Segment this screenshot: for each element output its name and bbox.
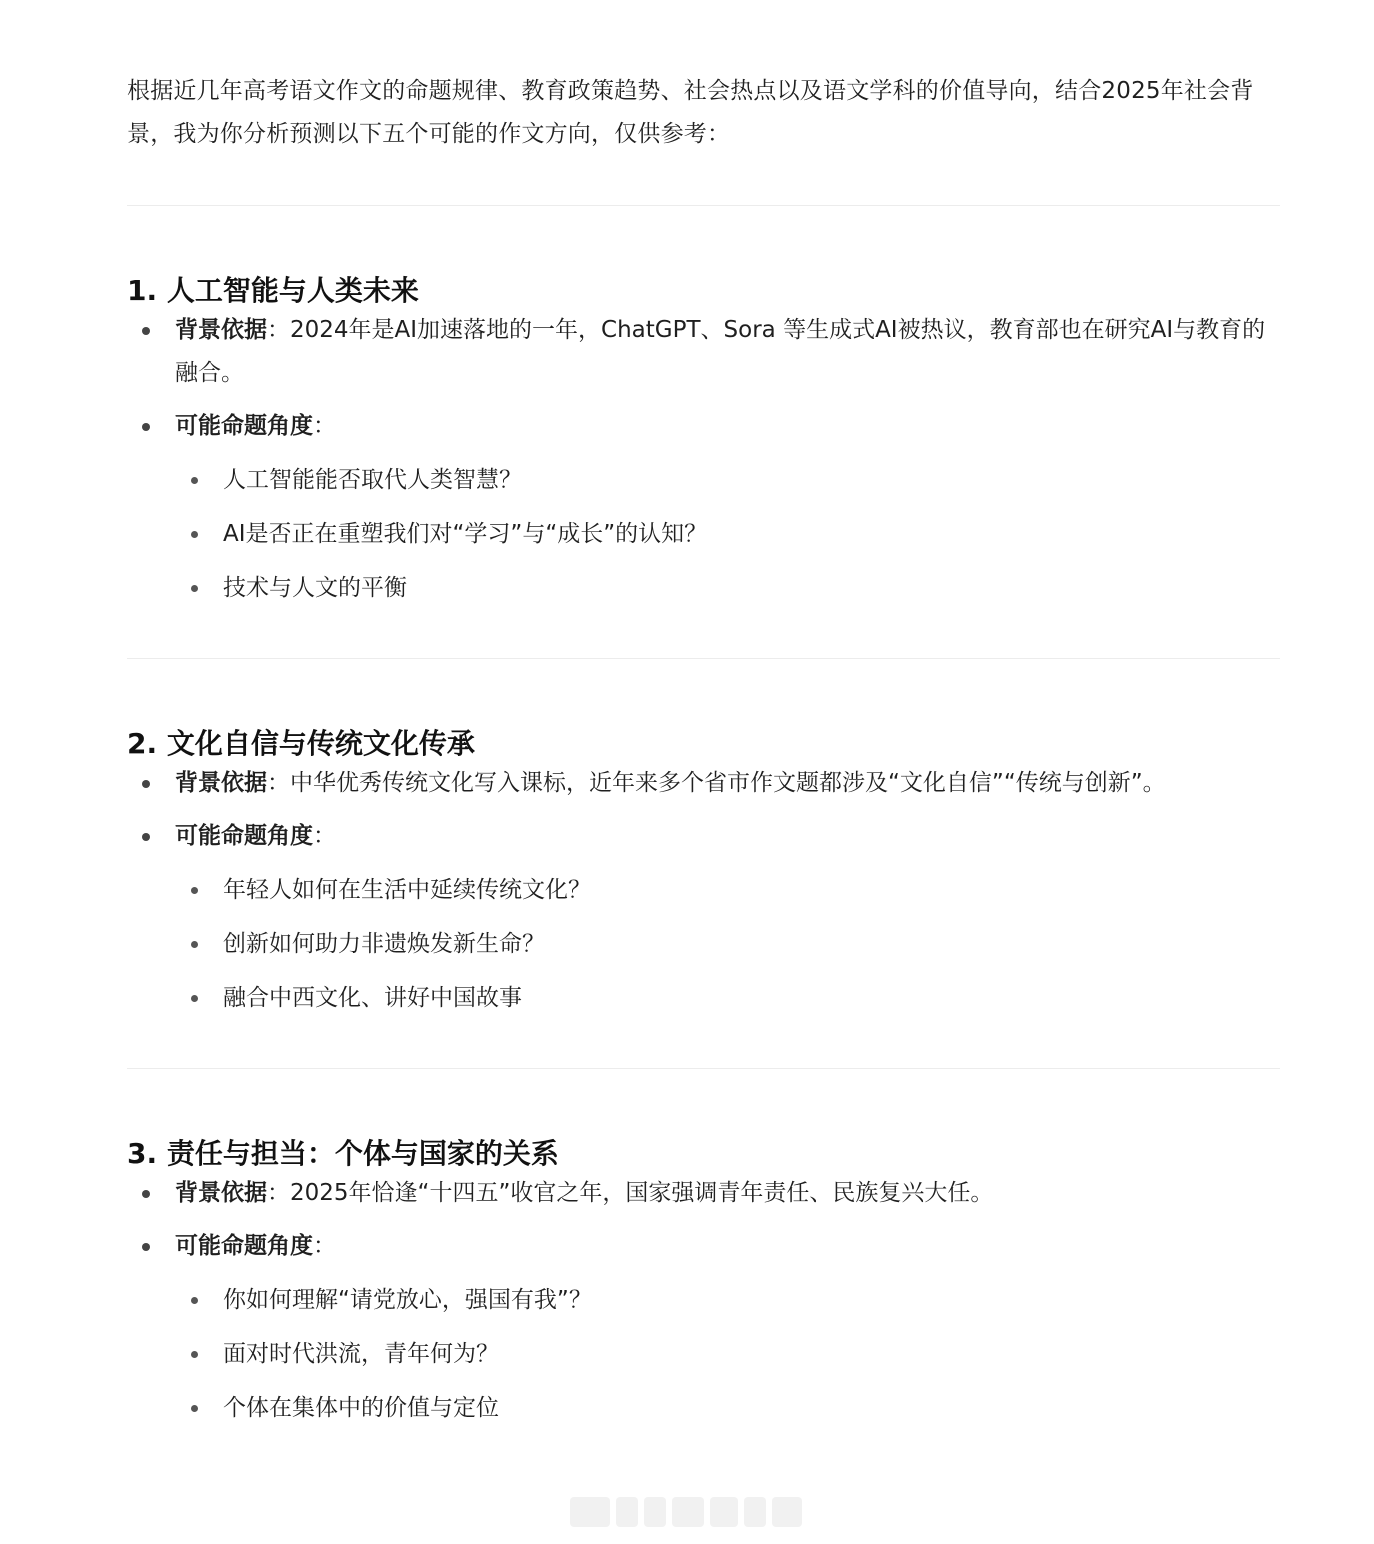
angles-label: 可能命题角度: [175, 1233, 313, 1259]
bullet-icon: [191, 941, 198, 948]
intro-paragraph: 根据近几年高考语文作文的命题规律、教育政策趋势、社会热点以及语文学科的价值导向，结合2025年社会背景，我为你分析预测以下五个可能的作文方向，仅供参考：: [127, 78, 1254, 147]
bullet-icon: [142, 1190, 150, 1198]
section-list: [127, 762, 1280, 858]
angles-item: [127, 1225, 1280, 1268]
angles-suffix: ：: [313, 823, 336, 849]
angles-list: [127, 869, 1280, 1020]
section-3: [127, 1069, 1280, 1430]
bullet-icon: [191, 1405, 198, 1412]
bullet-icon: [191, 995, 198, 1002]
watermark: [570, 1497, 802, 1533]
background-label: 背景依据: [175, 317, 267, 343]
angle-text: 面对时代洪流，青年何为？: [223, 1341, 499, 1367]
list-item: [127, 1387, 1280, 1430]
answer-content: [127, 70, 1280, 1430]
background-label: 背景依据: [175, 1180, 267, 1206]
angles-item: [127, 815, 1280, 858]
list-item: [127, 977, 1280, 1020]
bullet-icon: [191, 477, 198, 484]
angles-label: 可能命题角度: [175, 413, 313, 439]
section-list: [127, 309, 1280, 448]
angle-text: 人工智能能否取代人类智慧？: [223, 467, 522, 493]
list-item: [127, 567, 1280, 610]
background-text: ：2024年是AI加速落地的一年，ChatGPT、Sora 等生成式AI被热议，教育部也在研究AI与教育的融合。: [175, 317, 1266, 386]
angle-text: 你如何理解“请党放心，强国有我”？: [223, 1287, 592, 1313]
list-item: [127, 923, 1280, 966]
angle-text: 年轻人如何在生活中延续传统文化？: [223, 877, 591, 903]
list-item: [127, 1333, 1280, 1376]
angle-text: 技术与人文的平衡: [223, 575, 407, 601]
background-text: ：中华优秀传统文化写入课标，近年来多个省市作文题都涉及“文化自信”“传统与创新”。: [267, 770, 1166, 796]
background-item: [127, 309, 1280, 395]
bullet-icon: [191, 531, 198, 538]
list-item: [127, 1279, 1280, 1322]
section-heading: 2. 文化自信与传统文化传承: [127, 727, 475, 760]
bullet-icon: [142, 423, 150, 431]
bullet-icon: [191, 1351, 198, 1358]
angles-item: [127, 405, 1280, 448]
background-item: [127, 1172, 1280, 1215]
bullet-icon: [142, 833, 150, 841]
angle-text: 融合中西文化、讲好中国故事: [223, 985, 522, 1011]
section-list: [127, 1172, 1280, 1268]
angles-suffix: ：: [313, 413, 336, 439]
angles-list: [127, 459, 1280, 610]
angles-list: [127, 1279, 1280, 1430]
angle-text: 创新如何助力非遗焕发新生命？: [223, 931, 545, 957]
section-2: [127, 659, 1280, 1020]
bullet-icon: [191, 887, 198, 894]
background-item: [127, 762, 1280, 805]
list-item: [127, 459, 1280, 502]
background-text: ：2025年恰逢“十四五”收官之年，国家强调青年责任、民族复兴大任。: [267, 1180, 994, 1206]
angles-label: 可能命题角度: [175, 823, 313, 849]
bullet-icon: [142, 327, 150, 335]
angle-text: 个体在集体中的价值与定位: [223, 1395, 499, 1421]
bullet-icon: [142, 780, 150, 788]
list-item: [127, 513, 1280, 556]
bullet-icon: [142, 1243, 150, 1251]
list-item: [127, 869, 1280, 912]
angle-text: AI是否正在重塑我们对“学习”与“成长”的认知？: [223, 521, 708, 547]
bullet-icon: [191, 1297, 198, 1304]
section-1: [127, 206, 1280, 610]
background-label: 背景依据: [175, 770, 267, 796]
bullet-icon: [191, 585, 198, 592]
section-heading: 3. 责任与担当：个体与国家的关系: [127, 1137, 559, 1170]
angles-suffix: ：: [313, 1233, 336, 1259]
section-heading: 1. 人工智能与人类未来: [127, 274, 419, 307]
